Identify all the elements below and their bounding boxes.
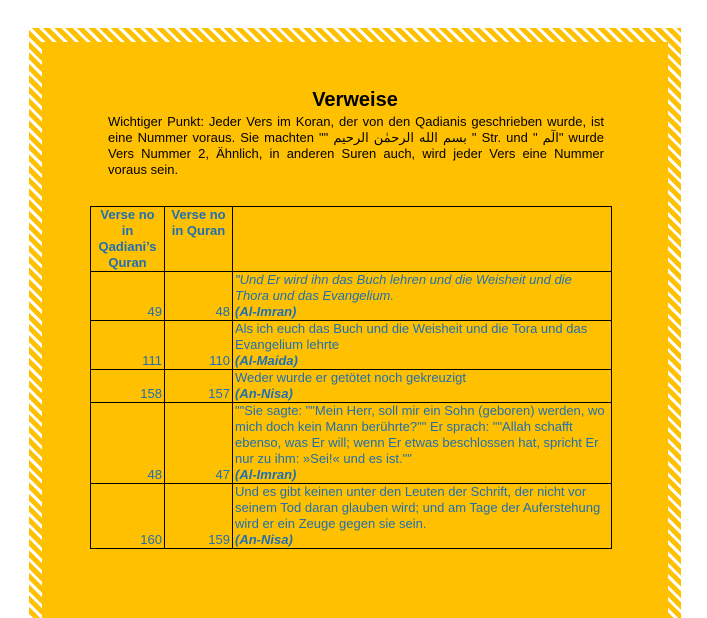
verse-cell: [233, 370, 612, 403]
qadiani-verse-number: 158: [91, 370, 165, 403]
quran-verse-number: 48: [165, 272, 233, 321]
quran-verse-number: 157: [165, 370, 233, 403]
qadiani-verse-number: 49: [91, 272, 165, 321]
table-row: [91, 321, 612, 370]
surah-reference: (Al-Maida): [235, 353, 298, 368]
intro-paragraph: Wichtiger Punkt: Jeder Vers im Koran, der von den Qadianis geschrieben wurde, ist eine Nummer voraus. Sie machten "" بسم الله الرحمٰن الرحيم " Str. und " الٓم" wurde Vers Nummer 2, Ähnlich, in anderen Suren auch, wird jeder Vers eine Nummer voraus sein.: [108, 114, 604, 177]
verse-text: Weder wurde er getötet noch gekreuzigt: [235, 370, 467, 385]
table-row: [91, 370, 612, 403]
verse-text: Als ich euch das Buch und die Weisheit und die Tora und das Evangelium lehrte: [235, 321, 588, 352]
verse-cell: [233, 484, 612, 549]
verse-text: "Und Er wird ihn das Buch lehren und die Weisheit und die Thora und das Evangelium.: [235, 272, 572, 303]
qadiani-verse-number: 160: [91, 484, 165, 549]
verse-cell: [233, 403, 612, 484]
quran-verse-number: 47: [165, 403, 233, 484]
table-row: [91, 272, 612, 321]
table-header-row: [91, 207, 612, 272]
quran-verse-number: 110: [165, 321, 233, 370]
header-quran-verse: Verse no in Quran: [165, 207, 233, 272]
content-area: [42, 42, 668, 618]
verse-cell: [233, 272, 612, 321]
header-text: [233, 207, 612, 272]
surah-reference: (Al-Imran): [235, 467, 297, 482]
table-row: [91, 403, 612, 484]
qadiani-verse-number: 111: [91, 321, 165, 370]
verse-cell: [233, 321, 612, 370]
verse-reference-table: [90, 206, 612, 549]
surah-reference: (An-Nisa): [235, 386, 293, 401]
table-row: [91, 484, 612, 549]
verse-text: Und es gibt keinen unter den Leuten der Schrift, der nicht vor seinem Tod daran glauben wird; und am Tage der Auferstehung wird er ein Zeuge gegen sie sein.: [235, 484, 601, 531]
decorative-border: [29, 28, 681, 618]
surah-reference: (An-Nisa): [235, 532, 293, 547]
verse-text: ""Sie sagte: ""Mein Herr, soll mir ein Sohn (geboren) werden, wo mich doch kein Mann berührte?"" Er sprach: ""Allah schafft ebenso, was Er will; wenn Er etwas beschlossen hat, spricht Er nur zu ihm: »Sei!« und es ist."": [235, 403, 605, 466]
quran-verse-number: 159: [165, 484, 233, 549]
header-qadiani-verse: Verse no in Qadiani’s Quran: [91, 207, 165, 272]
page-title: Verweise: [312, 89, 398, 111]
qadiani-verse-number: 48: [91, 403, 165, 484]
surah-reference: (Al-Imran): [235, 304, 297, 319]
